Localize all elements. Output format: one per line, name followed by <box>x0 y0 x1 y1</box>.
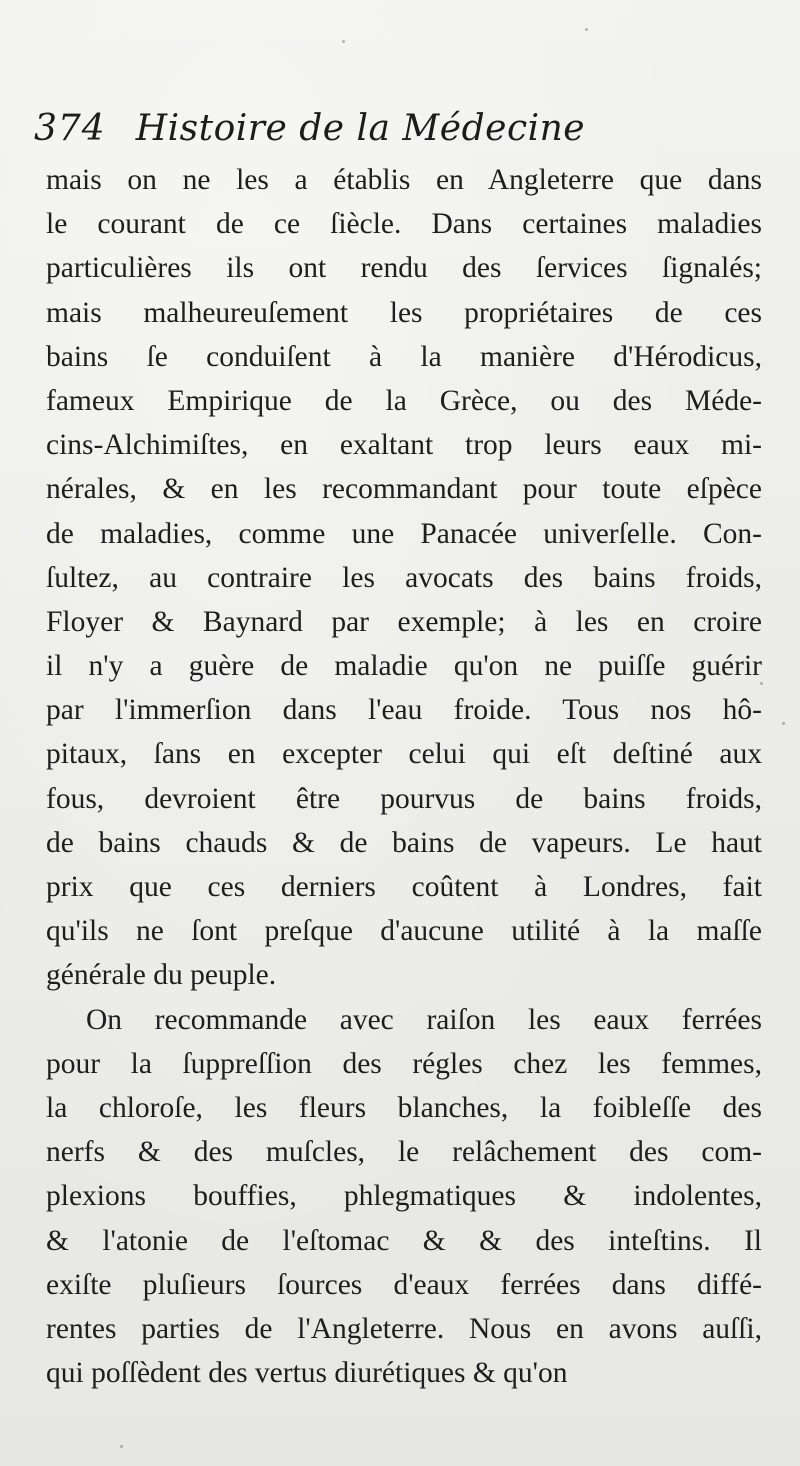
running-title: Histoire de la Médecine <box>135 108 586 149</box>
text-line: pitaux, ſans en excepter celui qui eſt deſtiné aux <box>46 738 762 771</box>
page-header <box>34 108 585 160</box>
text-line: plexions bouffies, phlegmatiques & indolentes, <box>46 1180 762 1213</box>
text-line: mais malheureuſement les propriétaires de ces <box>46 296 762 329</box>
text-line: qui poſſèdent des vertus diurétiques & qu'on <box>46 1357 568 1390</box>
text-line: On recommande avec raiſon les eaux ferrées <box>86 1003 762 1036</box>
text-line: de bains chauds & de bains de vapeurs. Le haut <box>46 826 762 859</box>
text-line: Floyer & Baynard par exemple; à les en croire <box>46 605 762 638</box>
text-line: prix que ces derniers coûtent à Londres, fait <box>46 871 762 903</box>
page-number: 374 <box>34 108 106 149</box>
paper-speck <box>782 722 785 725</box>
paper-speck <box>760 682 763 685</box>
text-line: le courant de ce ſiècle. Dans certaines maladies <box>46 208 762 241</box>
text-line: qu'ils ne ſont preſque d'aucune utilité à la maſſe <box>46 915 762 948</box>
paper-speck <box>120 1445 123 1448</box>
text-line: cins-Alchimiſtes, en exaltant trop leurs eaux mi- <box>46 429 762 462</box>
paper-speck <box>342 40 345 43</box>
text-line: mais on ne les a établis en Angleterre que dans <box>46 164 762 196</box>
body-text <box>46 158 762 1395</box>
text-line: nérales, & en les recommandant pour toute eſpèce <box>46 473 762 506</box>
text-line: fous, devroient être pourvus de bains froids, <box>46 782 762 815</box>
text-line: particulières ils ont rendu des ſervices ſignalés; <box>46 252 762 285</box>
text-line: par l'immerſion dans l'eau froide. Tous nos hô- <box>46 694 762 727</box>
text-line: & l'atonie de l'eſtomac & & des inteſtins. Il <box>46 1224 762 1257</box>
text-line: générale du peuple. <box>46 959 277 992</box>
text-line: nerfs & des muſcles, le relâchement des com- <box>46 1136 762 1169</box>
text-line: exiſte pluſieurs ſources d'eaux ferrées dans diffé- <box>46 1268 762 1301</box>
text-line: rentes parties de l'Angleterre. Nous en avons auſſi, <box>46 1312 762 1345</box>
text-line: la chloroſe, les fleurs blanches, la foibleſſe des <box>46 1091 762 1124</box>
paper-speck <box>585 28 588 31</box>
text-line: fameux Empirique de la Grèce, ou des Méde- <box>46 384 762 417</box>
text-line: pour la ſuppreſſion des régles chez les femmes, <box>46 1047 762 1080</box>
text-line: il n'y a guère de maladie qu'on ne puiſſe guérir <box>46 650 762 683</box>
text-line: de maladies, comme une Panacée univerſelle. Con- <box>46 517 762 550</box>
text-line: ſultez, au contraire les avocats des bains froids, <box>46 561 762 594</box>
text-line: bains ſe conduiſent à la manière d'Hérodicus, <box>46 340 762 373</box>
